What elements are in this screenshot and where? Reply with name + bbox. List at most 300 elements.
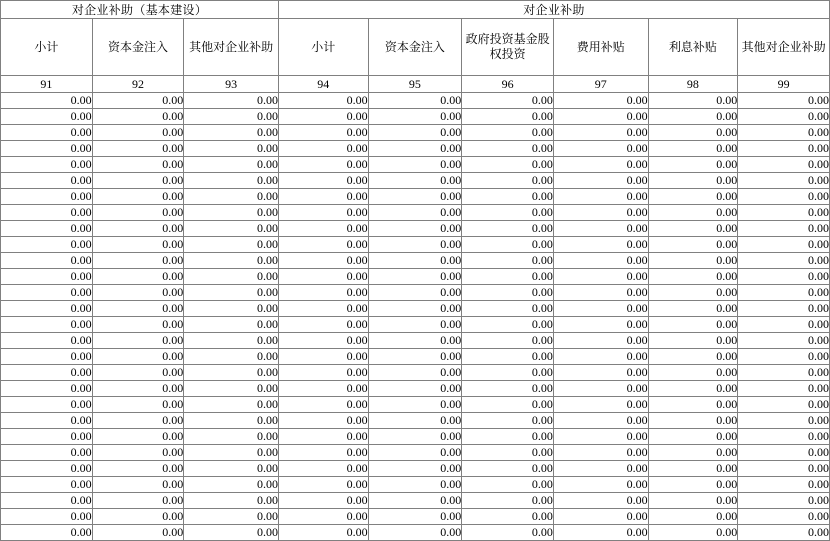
table-cell[interactable]: 0.00 <box>184 477 279 493</box>
table-cell[interactable]: 0.00 <box>1 525 93 541</box>
table-cell[interactable]: 0.00 <box>648 493 738 509</box>
table-row <box>1 189 830 205</box>
table-cell[interactable]: 0.00 <box>738 237 830 253</box>
table-cell[interactable]: 0.00 <box>368 125 462 141</box>
table-row <box>1 93 830 109</box>
table-cell[interactable]: 0.00 <box>184 285 279 301</box>
table-cell[interactable]: 0.00 <box>278 205 368 221</box>
table-cell[interactable]: 0.00 <box>1 93 93 109</box>
table-cell[interactable]: 0.00 <box>1 237 93 253</box>
group-header-row <box>1 1 830 19</box>
table-cell[interactable]: 0.00 <box>368 333 462 349</box>
table-cell[interactable]: 0.00 <box>368 253 462 269</box>
table-cell[interactable]: 0.00 <box>738 93 830 109</box>
table-cell[interactable]: 0.00 <box>1 381 93 397</box>
table-cell[interactable]: 0.00 <box>278 109 368 125</box>
table-row <box>1 397 830 413</box>
table-cell[interactable]: 0.00 <box>462 381 554 397</box>
table-cell[interactable]: 0.00 <box>184 93 279 109</box>
table-cell[interactable]: 0.00 <box>648 397 738 413</box>
table-cell[interactable]: 0.00 <box>462 477 554 493</box>
table-cell[interactable]: 0.00 <box>738 461 830 477</box>
table-cell[interactable]: 0.00 <box>553 301 648 317</box>
table-cell[interactable]: 0.00 <box>1 157 93 173</box>
table-row <box>1 253 830 269</box>
table-cell[interactable]: 0.00 <box>184 445 279 461</box>
table-row <box>1 493 830 509</box>
table-cell[interactable]: 0.00 <box>738 349 830 365</box>
table-cell[interactable]: 0.00 <box>368 429 462 445</box>
table-row <box>1 461 830 477</box>
table-row <box>1 349 830 365</box>
table-cell[interactable]: 0.00 <box>184 429 279 445</box>
table-cell[interactable]: 0.00 <box>368 221 462 237</box>
table-row <box>1 381 830 397</box>
table-cell[interactable]: 0.00 <box>184 141 279 157</box>
table-cell[interactable]: 0.00 <box>648 333 738 349</box>
table-cell[interactable]: 0.00 <box>648 93 738 109</box>
table-cell[interactable]: 0.00 <box>553 333 648 349</box>
table-cell[interactable]: 0.00 <box>368 237 462 253</box>
table-cell[interactable]: 0.00 <box>92 493 184 509</box>
table-cell[interactable]: 0.00 <box>553 141 648 157</box>
table-cell[interactable]: 0.00 <box>278 349 368 365</box>
table-cell[interactable]: 0.00 <box>553 93 648 109</box>
table-cell[interactable]: 0.00 <box>462 301 554 317</box>
table-cell[interactable]: 0.00 <box>462 221 554 237</box>
table-cell[interactable]: 0.00 <box>278 301 368 317</box>
table-cell[interactable]: 0.00 <box>738 301 830 317</box>
table-cell[interactable]: 0.00 <box>738 525 830 541</box>
table-cell[interactable]: 0.00 <box>92 269 184 285</box>
table-cell[interactable]: 0.00 <box>184 493 279 509</box>
table-cell[interactable]: 0.00 <box>738 445 830 461</box>
table-cell[interactable]: 0.00 <box>92 125 184 141</box>
table-row <box>1 429 830 445</box>
table-cell[interactable]: 0.00 <box>553 349 648 365</box>
table-cell[interactable]: 0.00 <box>553 429 648 445</box>
table-row <box>1 125 830 141</box>
table-cell[interactable]: 0.00 <box>1 493 93 509</box>
table-cell[interactable]: 0.00 <box>184 301 279 317</box>
table-cell[interactable]: 0.00 <box>553 221 648 237</box>
table-cell[interactable]: 0.00 <box>738 477 830 493</box>
table-cell[interactable]: 0.00 <box>1 109 93 125</box>
table-cell[interactable]: 0.00 <box>368 397 462 413</box>
table-cell[interactable]: 0.00 <box>1 141 93 157</box>
table-cell[interactable]: 0.00 <box>738 333 830 349</box>
table-cell[interactable]: 0.00 <box>462 157 554 173</box>
table-cell[interactable]: 0.00 <box>462 125 554 141</box>
table-cell[interactable]: 0.00 <box>92 525 184 541</box>
table-cell[interactable]: 0.00 <box>184 173 279 189</box>
table-cell[interactable]: 0.00 <box>462 429 554 445</box>
group-header-cell: 对企业补助 <box>278 1 829 19</box>
table-cell[interactable]: 0.00 <box>184 333 279 349</box>
table-cell[interactable]: 0.00 <box>462 333 554 349</box>
table-cell[interactable]: 0.00 <box>553 493 648 509</box>
column-header-cell: 政府投资基金股权投资 <box>462 19 554 76</box>
table-cell[interactable]: 0.00 <box>553 253 648 269</box>
table-cell[interactable]: 0.00 <box>648 381 738 397</box>
table-cell[interactable]: 0.00 <box>1 445 93 461</box>
table-cell[interactable]: 0.00 <box>368 173 462 189</box>
table-cell[interactable]: 0.00 <box>278 365 368 381</box>
table-cell[interactable]: 0.00 <box>278 429 368 445</box>
table-cell[interactable]: 0.00 <box>648 285 738 301</box>
table-cell[interactable]: 0.00 <box>738 189 830 205</box>
table-row <box>1 221 830 237</box>
table-cell[interactable]: 0.00 <box>648 349 738 365</box>
table-cell[interactable]: 0.00 <box>184 157 279 173</box>
table-cell[interactable]: 0.00 <box>278 189 368 205</box>
table-cell[interactable]: 0.00 <box>92 253 184 269</box>
column-number-cell: 92 <box>92 76 184 93</box>
table-cell[interactable]: 0.00 <box>1 189 93 205</box>
table-cell[interactable]: 0.00 <box>1 413 93 429</box>
table-cell[interactable]: 0.00 <box>648 237 738 253</box>
table-cell[interactable]: 0.00 <box>462 253 554 269</box>
table-cell[interactable]: 0.00 <box>553 445 648 461</box>
table-cell[interactable]: 0.00 <box>553 397 648 413</box>
table-cell[interactable]: 0.00 <box>738 125 830 141</box>
table-cell[interactable]: 0.00 <box>648 221 738 237</box>
table-cell[interactable]: 0.00 <box>92 285 184 301</box>
table-cell[interactable]: 0.00 <box>184 365 279 381</box>
column-header-cell: 资本金注入 <box>92 19 184 76</box>
table-cell[interactable]: 0.00 <box>553 157 648 173</box>
table-cell[interactable]: 0.00 <box>184 253 279 269</box>
table-cell[interactable]: 0.00 <box>553 381 648 397</box>
table-cell[interactable]: 0.00 <box>648 205 738 221</box>
table-cell[interactable]: 0.00 <box>738 221 830 237</box>
table-cell[interactable]: 0.00 <box>368 157 462 173</box>
table-cell[interactable]: 0.00 <box>648 141 738 157</box>
table-row <box>1 205 830 221</box>
table-cell[interactable]: 0.00 <box>462 397 554 413</box>
table-cell[interactable]: 0.00 <box>1 509 93 525</box>
table-cell[interactable]: 0.00 <box>92 349 184 365</box>
table-cell[interactable]: 0.00 <box>738 109 830 125</box>
table-cell[interactable]: 0.00 <box>648 109 738 125</box>
column-header-cell: 其他对企业补助 <box>184 19 279 76</box>
table-cell[interactable]: 0.00 <box>553 109 648 125</box>
table-cell[interactable]: 0.00 <box>648 525 738 541</box>
table-cell[interactable]: 0.00 <box>92 413 184 429</box>
table-cell[interactable]: 0.00 <box>1 333 93 349</box>
table-cell[interactable]: 0.00 <box>738 397 830 413</box>
table-cell[interactable]: 0.00 <box>738 429 830 445</box>
table-cell[interactable]: 0.00 <box>368 365 462 381</box>
table-cell[interactable]: 0.00 <box>462 269 554 285</box>
table-cell[interactable]: 0.00 <box>738 317 830 333</box>
table-cell[interactable]: 0.00 <box>738 509 830 525</box>
table-cell[interactable]: 0.00 <box>92 301 184 317</box>
column-number-row <box>1 76 830 93</box>
table-cell[interactable]: 0.00 <box>184 349 279 365</box>
table-cell[interactable]: 0.00 <box>648 253 738 269</box>
table-cell[interactable]: 0.00 <box>553 461 648 477</box>
table-cell[interactable]: 0.00 <box>92 333 184 349</box>
table-cell[interactable]: 0.00 <box>278 381 368 397</box>
table-cell[interactable]: 0.00 <box>368 269 462 285</box>
table-cell[interactable]: 0.00 <box>738 365 830 381</box>
table-cell[interactable]: 0.00 <box>1 477 93 493</box>
table-cell[interactable]: 0.00 <box>278 413 368 429</box>
table-cell[interactable]: 0.00 <box>553 237 648 253</box>
table-cell[interactable]: 0.00 <box>553 269 648 285</box>
table-cell[interactable]: 0.00 <box>278 93 368 109</box>
table-cell[interactable]: 0.00 <box>184 397 279 413</box>
table-cell[interactable]: 0.00 <box>738 493 830 509</box>
table-cell[interactable]: 0.00 <box>1 173 93 189</box>
table-row <box>1 365 830 381</box>
table-cell[interactable]: 0.00 <box>1 125 93 141</box>
table-cell[interactable]: 0.00 <box>1 301 93 317</box>
table-cell[interactable]: 0.00 <box>1 253 93 269</box>
table-cell[interactable]: 0.00 <box>648 477 738 493</box>
table-cell[interactable]: 0.00 <box>462 413 554 429</box>
table-cell[interactable]: 0.00 <box>462 445 554 461</box>
table-cell[interactable]: 0.00 <box>92 477 184 493</box>
table-cell[interactable]: 0.00 <box>184 509 279 525</box>
table-cell[interactable]: 0.00 <box>553 509 648 525</box>
table-cell[interactable]: 0.00 <box>648 157 738 173</box>
table-cell[interactable]: 0.00 <box>368 93 462 109</box>
table-cell[interactable]: 0.00 <box>462 317 554 333</box>
table-cell[interactable]: 0.00 <box>184 525 279 541</box>
table-cell[interactable]: 0.00 <box>184 221 279 237</box>
table-cell[interactable]: 0.00 <box>1 461 93 477</box>
table-cell[interactable]: 0.00 <box>1 397 93 413</box>
table-cell[interactable]: 0.00 <box>1 349 93 365</box>
table-cell[interactable]: 0.00 <box>92 93 184 109</box>
table-cell[interactable]: 0.00 <box>1 365 93 381</box>
table-cell[interactable]: 0.00 <box>92 205 184 221</box>
table-cell[interactable]: 0.00 <box>184 381 279 397</box>
table-cell[interactable]: 0.00 <box>462 461 554 477</box>
table-cell[interactable]: 0.00 <box>368 109 462 125</box>
table-cell[interactable]: 0.00 <box>92 509 184 525</box>
table-cell[interactable]: 0.00 <box>368 189 462 205</box>
table-cell[interactable]: 0.00 <box>462 141 554 157</box>
table-cell[interactable]: 0.00 <box>462 365 554 381</box>
table-cell[interactable]: 0.00 <box>648 269 738 285</box>
table-cell[interactable]: 0.00 <box>462 237 554 253</box>
table-cell[interactable]: 0.00 <box>92 157 184 173</box>
table-cell[interactable]: 0.00 <box>368 413 462 429</box>
table-cell[interactable]: 0.00 <box>738 157 830 173</box>
table-row <box>1 333 830 349</box>
table-cell[interactable]: 0.00 <box>368 493 462 509</box>
table-cell[interactable]: 0.00 <box>92 221 184 237</box>
column-number-cell: 93 <box>184 76 279 93</box>
table-row <box>1 237 830 253</box>
table-cell[interactable]: 0.00 <box>1 429 93 445</box>
column-header-cell: 利息补贴 <box>648 19 738 76</box>
table-cell[interactable]: 0.00 <box>462 205 554 221</box>
column-header-row <box>1 19 830 76</box>
table-cell[interactable]: 0.00 <box>278 397 368 413</box>
table-cell[interactable]: 0.00 <box>278 445 368 461</box>
table-cell[interactable]: 0.00 <box>738 141 830 157</box>
table-cell[interactable]: 0.00 <box>92 461 184 477</box>
table-cell[interactable]: 0.00 <box>184 413 279 429</box>
table-cell[interactable]: 0.00 <box>553 413 648 429</box>
table-row <box>1 109 830 125</box>
table-cell[interactable]: 0.00 <box>648 461 738 477</box>
table-cell[interactable]: 0.00 <box>92 397 184 413</box>
table-cell[interactable]: 0.00 <box>278 157 368 173</box>
table-cell[interactable]: 0.00 <box>648 365 738 381</box>
table-cell[interactable]: 0.00 <box>278 333 368 349</box>
table-row <box>1 509 830 525</box>
table-cell[interactable]: 0.00 <box>462 173 554 189</box>
table-cell[interactable]: 0.00 <box>184 205 279 221</box>
table-cell[interactable]: 0.00 <box>92 317 184 333</box>
table-cell[interactable]: 0.00 <box>184 461 279 477</box>
table-cell[interactable]: 0.00 <box>738 269 830 285</box>
table-cell[interactable]: 0.00 <box>462 509 554 525</box>
column-header-cell: 其他对企业补助 <box>738 19 830 76</box>
table-cell[interactable]: 0.00 <box>1 205 93 221</box>
table-row <box>1 173 830 189</box>
column-header-cell: 费用补贴 <box>553 19 648 76</box>
table-cell[interactable]: 0.00 <box>278 525 368 541</box>
column-header-cell: 小计 <box>278 19 368 76</box>
table-cell[interactable]: 0.00 <box>92 381 184 397</box>
table-cell[interactable]: 0.00 <box>648 445 738 461</box>
table-cell[interactable]: 0.00 <box>92 141 184 157</box>
table-cell[interactable]: 0.00 <box>648 317 738 333</box>
table-cell[interactable]: 0.00 <box>368 477 462 493</box>
table-cell[interactable]: 0.00 <box>368 285 462 301</box>
column-number-cell: 98 <box>648 76 738 93</box>
table-cell[interactable]: 0.00 <box>278 493 368 509</box>
table-cell[interactable]: 0.00 <box>1 269 93 285</box>
table-cell[interactable]: 0.00 <box>553 525 648 541</box>
table-cell[interactable]: 0.00 <box>278 173 368 189</box>
table-row <box>1 269 830 285</box>
table-cell[interactable]: 0.00 <box>738 253 830 269</box>
table-cell[interactable]: 0.00 <box>1 285 93 301</box>
table-cell[interactable]: 0.00 <box>462 189 554 205</box>
table-cell[interactable]: 0.00 <box>1 221 93 237</box>
table-cell[interactable]: 0.00 <box>738 173 830 189</box>
table-row <box>1 141 830 157</box>
table-cell[interactable]: 0.00 <box>92 237 184 253</box>
table-cell[interactable]: 0.00 <box>462 525 554 541</box>
table-cell[interactable]: 0.00 <box>278 477 368 493</box>
column-number-cell: 95 <box>368 76 462 93</box>
table-row <box>1 317 830 333</box>
table-cell[interactable]: 0.00 <box>278 269 368 285</box>
table-cell[interactable]: 0.00 <box>648 429 738 445</box>
table-cell[interactable]: 0.00 <box>278 509 368 525</box>
table-cell[interactable]: 0.00 <box>278 221 368 237</box>
table-cell[interactable]: 0.00 <box>184 125 279 141</box>
table-row <box>1 413 830 429</box>
table-cell[interactable]: 0.00 <box>738 205 830 221</box>
table-cell[interactable]: 0.00 <box>92 173 184 189</box>
table-cell[interactable]: 0.00 <box>648 301 738 317</box>
table-cell[interactable]: 0.00 <box>92 429 184 445</box>
table-cell[interactable]: 0.00 <box>92 109 184 125</box>
table-row <box>1 157 830 173</box>
table-cell[interactable]: 0.00 <box>278 141 368 157</box>
table-cell[interactable]: 0.00 <box>368 205 462 221</box>
table-cell[interactable]: 0.00 <box>92 189 184 205</box>
table-cell[interactable]: 0.00 <box>278 253 368 269</box>
table-cell[interactable]: 0.00 <box>553 477 648 493</box>
table-cell[interactable]: 0.00 <box>738 285 830 301</box>
table-cell[interactable]: 0.00 <box>368 381 462 397</box>
table-cell[interactable]: 0.00 <box>92 445 184 461</box>
table-cell[interactable]: 0.00 <box>553 189 648 205</box>
table-cell[interactable]: 0.00 <box>278 237 368 253</box>
column-number-cell: 97 <box>553 76 648 93</box>
table-cell[interactable]: 0.00 <box>368 445 462 461</box>
table-cell[interactable]: 0.00 <box>462 493 554 509</box>
table-row <box>1 477 830 493</box>
table-cell[interactable]: 0.00 <box>368 509 462 525</box>
table-cell[interactable]: 0.00 <box>368 461 462 477</box>
table-row <box>1 301 830 317</box>
column-number-cell: 99 <box>738 76 830 93</box>
column-header-cell: 小计 <box>1 19 93 76</box>
table-cell[interactable]: 0.00 <box>462 93 554 109</box>
table-row <box>1 445 830 461</box>
table-cell[interactable]: 0.00 <box>553 317 648 333</box>
table-cell[interactable]: 0.00 <box>368 301 462 317</box>
column-header-cell: 资本金注入 <box>368 19 462 76</box>
table-cell[interactable]: 0.00 <box>184 237 279 253</box>
table-cell[interactable]: 0.00 <box>184 109 279 125</box>
table-cell[interactable]: 0.00 <box>553 173 648 189</box>
table-cell[interactable]: 0.00 <box>648 509 738 525</box>
table-cell[interactable]: 0.00 <box>738 413 830 429</box>
table-cell[interactable]: 0.00 <box>368 349 462 365</box>
table-cell[interactable]: 0.00 <box>278 125 368 141</box>
table-cell[interactable]: 0.00 <box>184 189 279 205</box>
table-cell[interactable]: 0.00 <box>278 285 368 301</box>
table-cell[interactable]: 0.00 <box>648 413 738 429</box>
table-cell[interactable]: 0.00 <box>648 173 738 189</box>
table-cell[interactable]: 0.00 <box>738 381 830 397</box>
table-cell[interactable]: 0.00 <box>553 285 648 301</box>
table-cell[interactable]: 0.00 <box>92 365 184 381</box>
table-cell[interactable]: 0.00 <box>648 189 738 205</box>
table-cell[interactable]: 0.00 <box>648 125 738 141</box>
table-cell[interactable]: 0.00 <box>184 317 279 333</box>
table-cell[interactable]: 0.00 <box>278 461 368 477</box>
column-number-cell: 94 <box>278 76 368 93</box>
table-cell[interactable]: 0.00 <box>278 317 368 333</box>
table-cell[interactable]: 0.00 <box>553 365 648 381</box>
table-cell[interactable]: 0.00 <box>462 109 554 125</box>
table-cell[interactable]: 0.00 <box>553 205 648 221</box>
table-cell[interactable]: 0.00 <box>553 125 648 141</box>
group-header-cell: 对企业补助（基本建设） <box>1 1 279 19</box>
table-cell[interactable]: 0.00 <box>462 349 554 365</box>
table-cell[interactable]: 0.00 <box>368 317 462 333</box>
table-cell[interactable]: 0.00 <box>1 317 93 333</box>
table-cell[interactable]: 0.00 <box>368 141 462 157</box>
table-cell[interactable]: 0.00 <box>184 269 279 285</box>
table-cell[interactable]: 0.00 <box>462 285 554 301</box>
table-cell[interactable]: 0.00 <box>368 525 462 541</box>
column-number-cell: 96 <box>462 76 554 93</box>
